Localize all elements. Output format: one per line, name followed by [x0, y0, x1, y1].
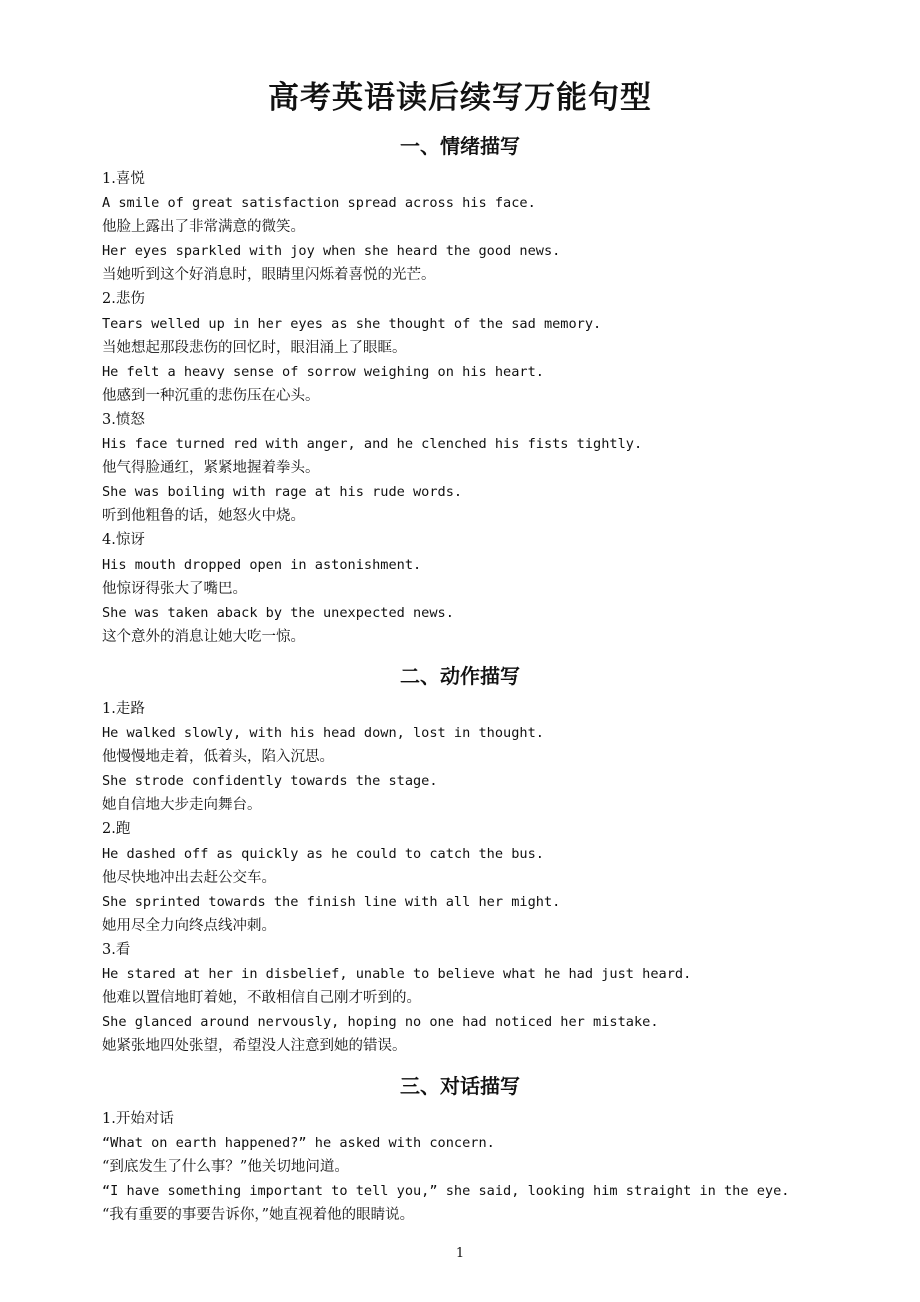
english-sentence: A smile of great satisfaction spread across his face.: [102, 195, 536, 212]
chinese-translation: 当她听到这个好消息时，眼睛里闪烁着喜悦的光芒。: [102, 267, 436, 284]
english-sentence: “What on earth happened?” he asked with concern.: [102, 1135, 495, 1152]
section-heading-action: 二、动作描写: [400, 664, 520, 688]
chinese-translation: 她紧张地四处张望，希望没人注意到她的错误。: [102, 1038, 407, 1055]
english-sentence: She glanced around nervously, hoping no one had noticed her mistake.: [102, 1014, 659, 1031]
chinese-translation: 这个意外的消息让她大吃一惊。: [102, 628, 305, 645]
section-heading-dialogue: 三、对话描写: [400, 1074, 520, 1098]
subheading: 1.喜悦: [102, 171, 145, 187]
chinese-translation: 他慢慢地走着，低着头，陷入沉思。: [102, 749, 334, 766]
english-sentence: “I have something important to tell you,” she said, looking him straight in the eye.: [102, 1183, 790, 1200]
chinese-translation: 他感到一种沉重的悲伤压在心头。: [102, 387, 320, 404]
english-sentence: He felt a heavy sense of sorrow weighing on his heart.: [102, 363, 544, 380]
subheading: 4.惊讶: [102, 532, 145, 549]
subheading: 2.跑: [102, 821, 131, 838]
english-sentence: She strode confidently towards the stage.: [102, 773, 438, 790]
section-heading-emotion: 一、情绪描写: [400, 134, 520, 158]
section-body-dialogue: [102, 1107, 862, 1227]
section-body-action: [102, 697, 862, 1058]
english-sentence: Her eyes sparkled with joy when she heard the good news.: [102, 243, 561, 260]
chinese-translation: 她用尽全力向终点线冲刺。: [102, 917, 276, 934]
document-title: 高考英语读后续写万能句型: [268, 80, 652, 116]
subheading: 2.悲伤: [102, 291, 145, 308]
chinese-translation: 她自信地大步走向舞台。: [102, 797, 262, 814]
subheading: 1.走路: [102, 701, 145, 717]
chinese-translation: 听到他粗鲁的话，她怒火中烧。: [102, 508, 305, 525]
english-sentence: She sprinted towards the finish line with all her might.: [102, 893, 561, 910]
english-sentence: His face turned red with anger, and he clenched his fists tightly.: [102, 436, 643, 453]
chinese-translation: 他气得脸通红，紧紧地握着拳头。: [102, 460, 320, 477]
english-sentence: Tears welled up in her eyes as she thought of the sad memory.: [102, 315, 602, 332]
english-sentence: She was boiling with rage at his rude words.: [102, 484, 463, 501]
english-sentence: His mouth dropped open in astonishment.: [102, 556, 422, 573]
subheading: 3.看: [102, 941, 131, 958]
subheading: 1.开始对话: [102, 1111, 174, 1127]
section-body-emotion: [102, 167, 862, 649]
chinese-translation: 他惊讶得张大了嘴巴。: [102, 580, 247, 597]
english-sentence: He dashed off as quickly as he could to catch the bus.: [102, 845, 544, 862]
chinese-translation: “到底发生了什么事？”他关切地问道。: [102, 1159, 349, 1176]
english-sentence: She was taken aback by the unexpected news.: [102, 604, 454, 621]
english-sentence: He walked slowly, with his head down, lost in thought.: [102, 725, 544, 742]
chinese-translation: 当她想起那段悲伤的回忆时，眼泪涌上了眼眶。: [102, 339, 407, 356]
english-sentence: He stared at her in disbelief, unable to believe what he had just heard.: [102, 966, 692, 983]
page-number: 1: [455, 1246, 465, 1261]
chinese-translation: 他难以置信地盯着她，不敢相信自己刚才听到的。: [102, 990, 421, 1007]
chinese-translation: “我有重要的事要告诉你，”她直视着他的眼睛说。: [102, 1207, 415, 1224]
subheading: 3.愤怒: [102, 411, 145, 428]
chinese-translation: 他尽快地冲出去赶公交车。: [102, 869, 276, 886]
chinese-translation: 他脸上露出了非常满意的微笑。: [102, 219, 305, 236]
